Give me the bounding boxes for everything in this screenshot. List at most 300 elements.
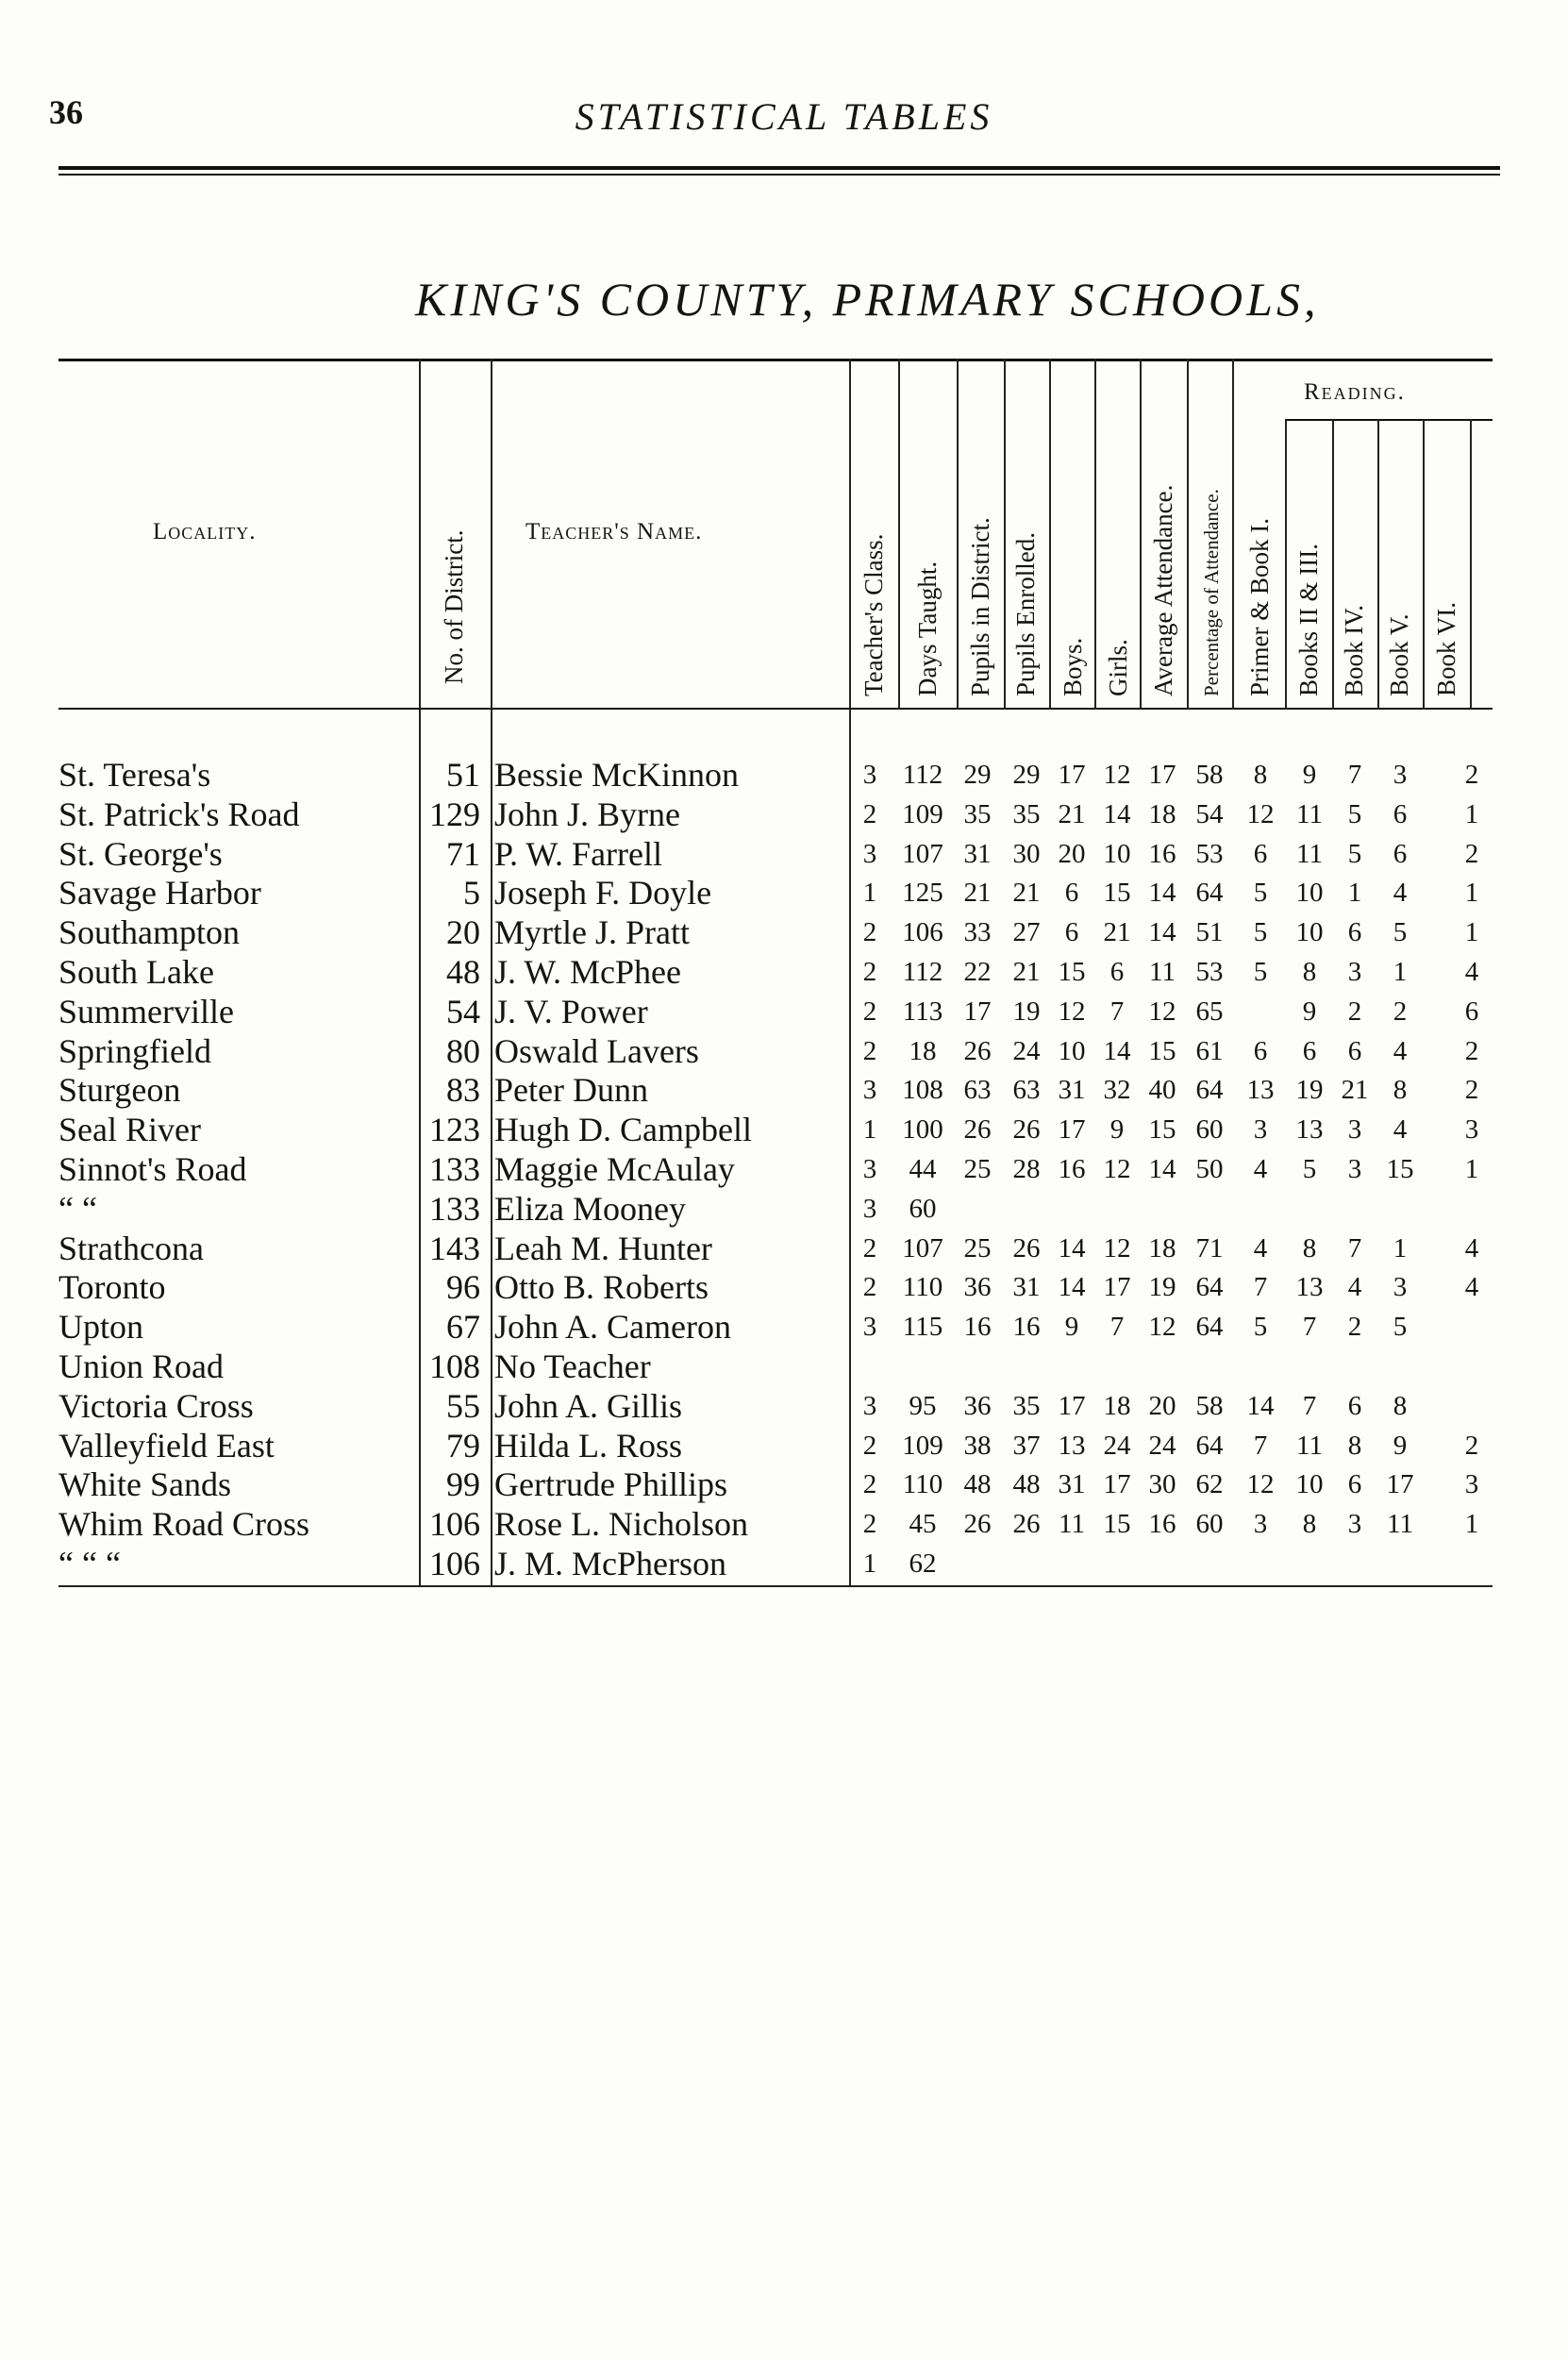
value-cell: 6 [1347,917,1362,948]
district-no-cell: 133 [429,1150,480,1188]
col-divider [1232,359,1234,710]
value-cell: 17 [1058,1390,1086,1421]
value-cell: 21 [1058,798,1086,829]
header-book-4: Book IV. [1340,604,1368,696]
value-cell: 64 [1195,1075,1224,1106]
value-cell: 1 [1464,798,1479,829]
value-cell: 5 [1302,1154,1317,1184]
col-divider [1049,359,1051,710]
value-cell: 24 [1012,1035,1041,1066]
value-cell: 6 [1393,838,1408,869]
value-cell: 1 [1464,917,1479,948]
value-cell: 14 [1148,878,1176,909]
col-divider [1140,359,1142,710]
locality-cell: Sturgeon [58,1071,181,1110]
district-no-cell: 51 [446,756,480,794]
value-cell: 9 [1302,760,1317,790]
value-cell: 9 [1393,1430,1408,1461]
table-row [0,992,1568,1031]
value-cell: 12 [1058,996,1086,1027]
value-cell: 2 [1347,1312,1362,1343]
value-cell: 125 [902,878,943,909]
col-divider [1423,419,1425,710]
value-cell: 95 [909,1390,937,1421]
district-no-cell: 67 [446,1308,480,1347]
header-days-taught: Days Taught. [913,561,942,696]
value-cell: 3 [1253,1114,1268,1146]
value-cell: 2 [862,1232,877,1264]
table-header [58,359,1493,708]
locality-cell: “ “ [58,1189,97,1228]
value-cell: 35 [963,798,992,829]
value-cell: 7 [1109,1312,1125,1343]
value-cell: 60 [1195,1114,1224,1146]
value-cell: 11 [1387,1509,1413,1540]
value-cell: 4 [1253,1232,1268,1264]
value-cell: 6 [1393,798,1408,829]
value-cell: 37 [1012,1430,1041,1461]
locality-cell: Whim Road Cross [58,1505,309,1544]
value-cell: 5 [1253,917,1268,948]
value-cell: 1 [1464,1509,1479,1540]
value-cell: 17 [1058,760,1086,790]
value-cell: 17 [1058,1114,1086,1146]
value-cell: 48 [963,1469,992,1500]
value-cell: 16 [1148,1509,1176,1540]
table-title: KING'S COUNTY, PRIMARY SCHOOLS, [415,273,1320,326]
value-cell: 12 [1246,798,1275,829]
value-cell: 48 [1012,1469,1041,1500]
value-cell: 14 [1058,1272,1086,1303]
value-cell: 21 [1012,878,1041,909]
value-cell: 8 [1253,760,1268,790]
district-no-cell: 54 [446,992,480,1030]
value-cell: 5 [1253,878,1268,909]
value-cell: 109 [902,1430,943,1461]
value-cell: 11 [1149,957,1176,987]
value-cell: 2 [862,996,877,1027]
header-girls: Girls. [1104,639,1132,696]
locality-cell: “ “ “ [58,1545,121,1582]
value-cell: 21 [963,878,992,909]
value-cell: 64 [1195,1272,1224,1303]
value-cell: 1 [1347,878,1362,909]
value-cell: 12 [1148,1312,1176,1343]
teacher-name-cell: Oswald Lavers [494,1031,699,1070]
teacher-name-cell: P. W. Farrell [494,834,663,873]
col-divider [1187,359,1189,710]
header-reading: Reading. [1304,379,1406,405]
value-cell: 38 [963,1430,992,1461]
value-cell: 58 [1195,760,1224,790]
locality-cell: Valleyfield East [58,1426,275,1465]
value-cell: 21 [1012,957,1041,987]
value-cell: 26 [963,1114,992,1146]
col-divider [1094,359,1096,710]
district-no-cell: 108 [429,1347,480,1385]
value-cell: 15 [1058,957,1086,987]
value-cell: 31 [1012,1272,1041,1303]
value-cell: 31 [1058,1075,1086,1106]
value-cell: 65 [1195,996,1224,1027]
value-cell: 5 [1393,917,1408,948]
value-cell: 27 [1012,917,1041,948]
teacher-name-cell: Bessie McKinnon [494,756,739,794]
value-cell: 2 [1464,1430,1479,1461]
value-cell: 112 [902,957,943,987]
value-cell: 9 [1109,1114,1125,1146]
table-row [0,1426,1568,1465]
district-no-cell: 143 [429,1229,480,1267]
value-cell: 3 [862,760,877,790]
table-row [0,952,1568,992]
value-cell: 16 [1148,838,1176,869]
value-cell: 11 [1296,838,1323,869]
table-row [0,1465,1568,1504]
locality-cell: Toronto [58,1268,166,1307]
teacher-name-cell: J. W. McPhee [494,953,681,991]
value-cell: 30 [1012,838,1041,869]
locality-cell: Union Road [58,1347,224,1385]
value-cell: 15 [1103,878,1131,909]
header-book-6: Book VI. [1432,601,1460,696]
value-cell: 1 [1393,1232,1408,1264]
value-cell: 3 [1347,1154,1362,1184]
value-cell: 2 [862,1469,877,1500]
value-cell: 5 [1253,957,1268,987]
value-cell: 15 [1148,1114,1176,1146]
value-cell: 2 [862,957,877,987]
locality-cell: Victoria Cross [58,1386,254,1425]
table-row [0,795,1568,834]
header-district-no: No. of District. [440,529,468,684]
value-cell: 3 [862,1154,877,1184]
value-cell: 53 [1195,957,1224,987]
table-bottom-rule [58,1585,1493,1587]
value-cell: 3 [1347,1509,1362,1540]
table-row [0,1110,1568,1149]
value-cell: 11 [1296,798,1323,829]
value-cell: 2 [862,1430,877,1461]
value-cell: 12 [1103,1232,1131,1264]
value-cell: 16 [1012,1312,1041,1343]
value-cell: 6 [1253,1035,1268,1066]
value-cell: 33 [963,917,992,948]
value-cell: 26 [963,1035,992,1066]
value-cell: 3 [1347,957,1362,987]
district-no-cell: 48 [446,953,480,991]
value-cell: 21 [1103,917,1131,948]
value-cell: 12 [1246,1469,1275,1500]
value-cell: 44 [909,1154,937,1184]
value-cell: 7 [1253,1272,1268,1303]
teacher-name-cell: Joseph F. Doyle [494,874,712,912]
value-cell: 51 [1195,917,1224,948]
value-cell: 7 [1347,1232,1362,1264]
header-bottom-rule [58,708,1493,710]
value-cell: 36 [963,1272,992,1303]
value-cell: 3 [1464,1114,1479,1146]
value-cell: 4 [1393,878,1408,909]
value-cell: 14 [1148,1154,1176,1184]
value-cell: 60 [909,1193,937,1224]
col-divider [849,359,851,710]
district-no-cell: 96 [446,1268,480,1307]
header-teacher-name: Teacher's Name. [525,519,703,544]
locality-cell: Southampton [58,913,241,952]
value-cell: 14 [1246,1390,1275,1421]
district-no-cell: 129 [429,795,480,833]
value-cell: 6 [1109,957,1125,987]
table-row [0,834,1568,874]
teacher-name-cell: Myrtle J. Pratt [494,913,690,952]
value-cell: 2 [862,917,877,948]
value-cell: 5 [1253,1312,1268,1343]
value-cell: 106 [902,917,943,948]
value-cell: 24 [1148,1430,1176,1461]
value-cell: 16 [1058,1154,1086,1184]
district-no-cell: 106 [429,1545,480,1582]
table-row [0,1031,1568,1071]
header-boys: Boys. [1059,637,1087,696]
value-cell: 4 [1393,1035,1408,1066]
value-cell: 4 [1347,1272,1362,1303]
value-cell: 64 [1195,1430,1224,1461]
value-cell: 15 [1148,1035,1176,1066]
value-cell: 30 [1148,1469,1176,1500]
value-cell: 107 [902,1232,943,1264]
header-pupils-enrolled: Pupils Enrolled. [1011,532,1040,696]
value-cell: 71 [1195,1232,1224,1264]
value-cell: 18 [1148,798,1176,829]
table-row [0,1267,1568,1307]
locality-cell: St. Patrick's Road [58,795,300,833]
value-cell: 63 [1012,1075,1041,1106]
teacher-name-cell: No Teacher [494,1347,651,1385]
value-cell: 8 [1302,957,1317,987]
value-cell: 3 [862,1390,877,1421]
header-teachers-class: Teacher's Class. [859,533,888,696]
header-rule-thick [58,166,1500,170]
teacher-name-cell: John A. Cameron [494,1308,731,1347]
value-cell: 2 [1464,760,1479,790]
value-cell: 21 [1341,1075,1369,1106]
district-no-cell: 123 [429,1111,480,1149]
teacher-name-cell: Gertrude Phillips [494,1465,727,1504]
locality-cell: White Sands [58,1465,231,1504]
value-cell: 2 [1464,1075,1479,1106]
table-row [0,1504,1568,1544]
value-cell: 12 [1103,1154,1131,1184]
value-cell: 6 [1347,1469,1362,1500]
table-row [0,1347,1568,1386]
value-cell: 3 [862,1312,877,1343]
value-cell: 12 [1103,760,1131,790]
locality-cell: St. George's [58,834,223,873]
value-cell: 1 [1464,878,1479,909]
value-cell: 14 [1148,917,1176,948]
value-cell: 13 [1246,1075,1275,1106]
value-cell: 9 [1302,996,1317,1027]
locality-cell: Upton [58,1308,143,1347]
col-divider [1377,419,1379,710]
value-cell: 60 [1195,1509,1224,1540]
value-cell: 25 [963,1232,992,1264]
value-cell: 7 [1302,1390,1317,1421]
value-cell: 2 [1464,1035,1479,1066]
teacher-name-cell: Eliza Mooney [494,1189,686,1228]
value-cell: 17 [1386,1469,1414,1500]
teacher-name-cell: Rose L. Nicholson [494,1505,748,1544]
value-cell: 10 [1058,1035,1086,1066]
value-cell: 13 [1295,1114,1324,1146]
value-cell: 17 [1148,760,1176,790]
district-no-cell: 5 [463,874,480,912]
value-cell: 40 [1148,1075,1176,1106]
value-cell: 10 [1295,878,1324,909]
value-cell: 6 [1464,996,1479,1027]
col-divider [419,359,421,710]
value-cell: 2 [862,1272,877,1303]
value-cell: 63 [963,1075,992,1106]
table-row [0,1544,1568,1583]
value-cell: 17 [963,996,992,1027]
value-cell: 58 [1195,1390,1224,1421]
value-cell: 6 [1253,838,1268,869]
value-cell: 4 [1393,1114,1408,1146]
district-no-cell: 83 [446,1071,480,1110]
value-cell: 28 [1012,1154,1041,1184]
teacher-name-cell: Hugh D. Campbell [494,1111,752,1149]
value-cell: 2 [862,798,877,829]
value-cell: 8 [1393,1390,1408,1421]
value-cell: 5 [1393,1312,1408,1343]
value-cell: 35 [1012,798,1041,829]
value-cell: 61 [1195,1035,1224,1066]
value-cell: 3 [1347,1114,1362,1146]
value-cell: 109 [902,798,943,829]
teacher-name-cell: John J. Byrne [494,795,680,833]
value-cell: 110 [902,1272,943,1303]
locality-cell: Savage Harbor [58,874,261,912]
locality-cell: Strathcona [58,1229,204,1267]
value-cell: 18 [1103,1390,1131,1421]
locality-cell: South Lake [58,953,214,991]
value-cell: 26 [1012,1232,1041,1264]
teacher-name-cell: Hilda L. Ross [494,1426,683,1465]
locality-cell: Springfield [58,1031,211,1070]
value-cell: 6 [1302,1035,1317,1066]
value-cell: 29 [1012,760,1041,790]
value-cell: 7 [1302,1312,1317,1343]
locality-cell: St. Teresa's [58,756,211,794]
value-cell: 15 [1103,1509,1131,1540]
value-cell: 8 [1302,1509,1317,1540]
value-cell: 24 [1103,1430,1131,1461]
value-cell: 50 [1195,1154,1224,1184]
value-cell: 6 [1347,1390,1362,1421]
value-cell: 18 [909,1035,937,1066]
value-cell: 10 [1103,838,1131,869]
teacher-name-cell: Otto B. Roberts [494,1268,709,1307]
value-cell: 2 [1347,996,1362,1027]
value-cell: 62 [909,1548,937,1579]
value-cell: 54 [1195,798,1224,829]
value-cell: 26 [1012,1114,1041,1146]
value-cell: 3 [1393,1272,1408,1303]
value-cell: 3 [1393,760,1408,790]
value-cell: 113 [902,996,943,1027]
value-cell: 19 [1295,1075,1324,1106]
value-cell: 110 [902,1469,943,1500]
value-cell: 17 [1103,1272,1131,1303]
value-cell: 6 [1064,917,1079,948]
teacher-name-cell: J. M. McPherson [494,1545,727,1582]
value-cell: 32 [1103,1075,1131,1106]
value-cell: 13 [1295,1272,1324,1303]
table-row [0,1149,1568,1189]
header-percentage-attendance: Percentage of Attendance. [1200,489,1223,696]
value-cell: 1 [862,878,877,909]
district-no-cell: 79 [446,1426,480,1465]
header-average-attendance: Average Attendance. [1149,484,1177,696]
locality-cell: Summerville [58,992,234,1030]
value-cell: 62 [1195,1469,1224,1500]
value-cell: 13 [1058,1430,1086,1461]
value-cell: 16 [963,1312,992,1343]
district-no-cell: 106 [429,1505,480,1544]
header-top-rule [58,359,1493,361]
value-cell: 1 [862,1548,877,1579]
table-row [0,1189,1568,1229]
value-cell: 3 [1464,1469,1479,1500]
value-cell: 6 [1347,1035,1362,1066]
table-row [0,873,1568,912]
value-cell: 6 [1064,878,1079,909]
header-book-5: Book V. [1385,613,1413,696]
value-cell: 5 [1347,798,1362,829]
value-cell: 22 [963,957,992,987]
district-no-cell: 71 [446,834,480,873]
value-cell: 8 [1302,1232,1317,1264]
value-cell: 100 [902,1114,943,1146]
district-no-cell: 80 [446,1031,480,1070]
value-cell: 4 [1464,1232,1479,1264]
value-cell: 7 [1109,996,1125,1027]
value-cell: 7 [1347,760,1362,790]
value-cell: 3 [862,838,877,869]
value-cell: 9 [1064,1312,1079,1343]
value-cell: 15 [1386,1154,1414,1184]
teacher-name-cell: Peter Dunn [494,1071,648,1110]
value-cell: 14 [1103,798,1131,829]
locality-cell: Sinnot's Road [58,1150,247,1188]
district-no-cell: 20 [446,913,480,952]
value-cell: 20 [1148,1390,1176,1421]
value-cell: 10 [1295,1469,1324,1500]
district-no-cell: 55 [446,1386,480,1425]
header-rule-thin [58,174,1500,176]
value-cell: 4 [1464,1272,1479,1303]
table-row [0,1070,1568,1110]
value-cell: 19 [1012,996,1041,1027]
value-cell: 108 [902,1075,943,1106]
value-cell: 115 [902,1312,943,1343]
value-cell: 25 [963,1154,992,1184]
value-cell: 64 [1195,878,1224,909]
value-cell: 19 [1148,1272,1176,1303]
col-divider [957,359,959,710]
